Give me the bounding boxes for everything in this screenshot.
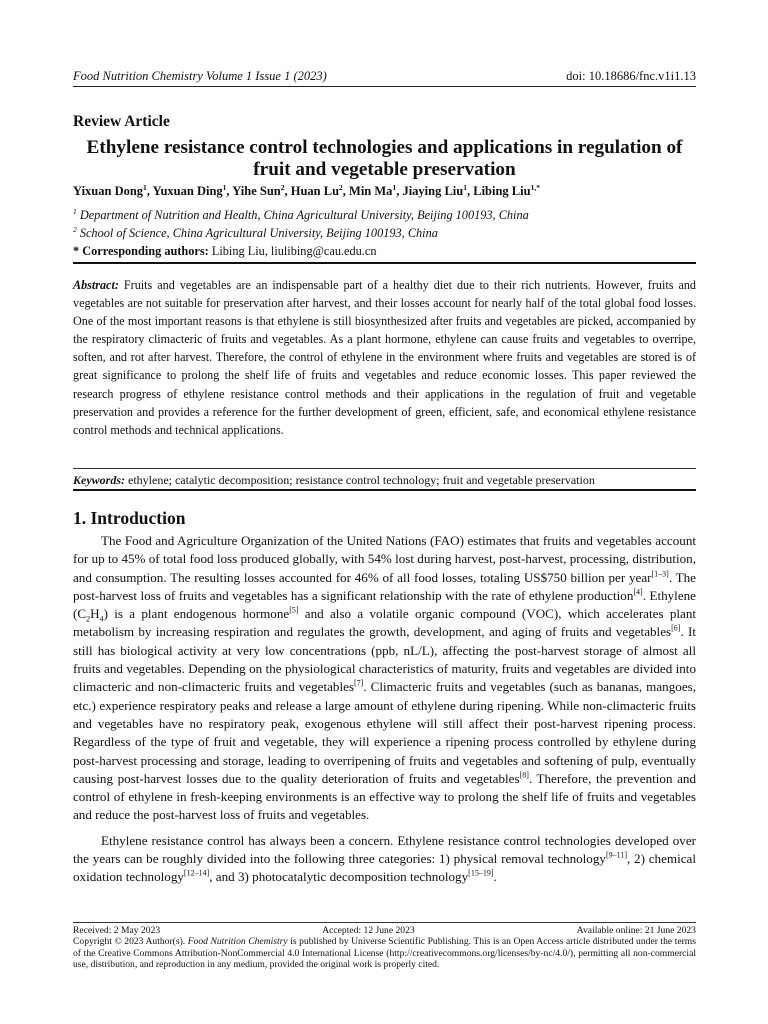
affiliation-number: 2 — [73, 225, 77, 234]
paragraph-1 — [73, 532, 696, 825]
author-name: Yihe Sun — [232, 184, 281, 199]
author-list — [73, 183, 696, 199]
copyright-post: is published by Universe Scientific Publishing. This is an Open Access article distributed under the terms of the Creative Commons Attribution-NonCommercial 4.0 International License (http://creativecommons.org/licenses/by-nc/4.0/), permitting all non-commercial use, distribution, and reproduction in any medium, provided the original work is properly cited. — [73, 936, 697, 971]
affiliation-1 — [73, 207, 529, 223]
author-affiliation-mark: 1 — [463, 183, 467, 192]
affiliation-number: 1 — [73, 207, 77, 216]
text-run: . It still has biological activity at very low concentrations (ppb, nL/L), affecting the post-harvest storage of almost all fruits and vegetables. Depending on the physiological characteristics of maturity, fruits and vegetables are divided into climacteric and non-climacteric fruits and vegetables — [73, 624, 696, 695]
corresponding-author — [73, 244, 377, 259]
paragraph-2 — [73, 832, 696, 887]
text-run: and also a volatile organic compound (VOC), which accelerates plant metabolism by increasing respiration and regulates the growth, development, and aging of fruits and vegetables — [73, 606, 696, 640]
author-separator: , — [146, 184, 153, 199]
footer-dates — [73, 925, 696, 936]
author-affiliation-mark: 2 — [280, 183, 285, 192]
divider — [73, 489, 696, 491]
corresponding-text[interactable]: Libing Liu, liulibing@cau.edu.cn — [208, 244, 377, 258]
citation-ref[interactable]: [8] — [519, 770, 529, 780]
corresponding-label: * Corresponding authors: — [73, 244, 209, 258]
online-date: Available online: 21 June 2023 — [576, 925, 696, 936]
affiliation-text: School of Science, China Agricultural University, Beijing 100193, China — [79, 226, 438, 241]
text-run: ) is a plant endogenous hormone — [103, 606, 290, 622]
accepted-date: Accepted: 12 June 2023 — [322, 925, 415, 936]
author-affiliation-mark: 2 — [339, 183, 343, 192]
footer — [73, 925, 696, 971]
text-run: H — [90, 606, 100, 622]
citation-ref[interactable]: [12–14] — [183, 868, 210, 878]
citation-ref[interactable]: [5] — [289, 605, 299, 615]
keywords-label: Keywords: — [73, 473, 125, 487]
abstract-text: Fruits and vegetables are an indispensable part of a healthy diet due to their rich nutrients. However, fruits and vegetables are not suitable for preservation after harvest, and their losses account for nearly half of the total global food losses. One of the most important reasons is that ethylene is still biosynthesized after fruits and vegetables are picked, accompanied by the respiratory climacteric of fruits and vegetables. As a plant hormone, ethylene can cause fruits and vegetables to overripe, soften, and rot after harvest. Therefore, the control of ethylene in the environment where fruits and vegetables are stored is of great significance to prolong the shelf life of fruits and vegetables and reduce economic losses. This paper reviewed the research progress of ethylene resistance control methods and their applications in the regulation of fruit and vegetable preservation and provides a reference for the further development of green, efficient, safe, and economical ethylene resistance control methods and technical applications. — [73, 278, 696, 437]
subscript: 4 — [99, 614, 104, 624]
doi-link[interactable]: doi: 10.18686/fnc.v1i1.13 — [566, 69, 696, 83]
abstract — [73, 276, 696, 439]
text-run: The Food and Agriculture Organization of the United Nations (FAO) estimates that fruits and vegetables account for up to 45% of total food loss produced globally, with 54% lost during harvest, post-harvest, processing, distribution, and consumption. The resulting losses accounted for 46% of all food losses, totaling US$750 billion per year — [73, 533, 696, 585]
citation-ref[interactable]: [9–11] — [605, 850, 627, 860]
keywords-text: ethylene; catalytic decomposition; resistance control technology; fruit and vegetable preservation — [125, 473, 595, 487]
journal-name: Food Nutrition Chemistry Volume 1 Issue 1 (2023) — [73, 69, 327, 83]
citation-ref[interactable]: [7] — [354, 679, 364, 689]
affiliation-text: Department of Nutrition and Health, China Agricultural University, Beijing 100193, China — [79, 208, 529, 223]
section-body — [73, 532, 696, 887]
author-separator: , — [284, 184, 291, 199]
divider — [73, 468, 696, 469]
author-name: Yuxuan Ding — [152, 184, 223, 199]
received-date: Received: 2 May 2023 — [73, 925, 161, 936]
running-head — [73, 69, 696, 84]
citation-ref[interactable]: [1–3] — [651, 569, 669, 579]
author-separator: , — [466, 184, 474, 199]
citation-ref[interactable]: [15–19] — [468, 868, 494, 878]
author-affiliation-mark: 1 — [143, 183, 147, 192]
keywords — [73, 473, 696, 488]
divider — [73, 262, 696, 264]
author-affiliation-mark: 1,* — [530, 183, 540, 192]
author-name: Yixuan Dong — [73, 184, 144, 199]
text-run: . The post-harvest loss of fruits and vegetables has a significant relationship with the rate of ethylene production — [73, 569, 696, 603]
author-name: Jiaying Liu — [402, 184, 464, 199]
article-type: Review Article — [73, 113, 170, 130]
author-separator: , — [226, 184, 233, 199]
subscript: 2 — [86, 614, 91, 624]
abstract-label: Abstract: — [73, 278, 119, 292]
text-run: Ethylene resistance control has always been a concern. Ethylene resistance control technologies developed over the years can be roughly divided into the following three categories: 1) physical removal technology — [73, 832, 696, 867]
author-affiliation-mark: 1 — [222, 183, 227, 192]
citation-ref[interactable]: [6] — [671, 624, 681, 634]
text-run: . Therefore, the prevention and control of ethylene in fresh-keeping environments is an effective way to prolong the shelf life of fruits and vegetables and reduce the post-harvest loss of fruits and vegetables. — [73, 770, 696, 823]
text-run: . Climacteric fruits and vegetables (such as bananas, mangoes, etc.) experience respiratory peaks and release a large amount of ethylene during ripening. While non-climacteric fruits and vegetables have no respiratory peak, exogenous ethylene will still affect their post-harvest ripening process. Regardless of the type of fruit and vegetable, they will experience a ripening process controlled by ethylene during post-harvest processing and storage, leading to overripening of fruits and vegetables and softening of pulp, eventually causing post-harvest losses due to the quality deterioration of fruits and vegetables — [73, 679, 697, 786]
affiliation-2 — [73, 225, 438, 241]
footer-rule — [73, 922, 696, 923]
author-name: Min Ma — [349, 184, 393, 199]
text-run: . — [493, 869, 497, 885]
author-name: Libing Liu — [473, 184, 531, 199]
paper-title: Ethylene resistance control technologies and applications in regulation of fruit and vegetable preservation — [86, 137, 683, 180]
text-run: , and 3) photocatalytic decomposition technology — [209, 869, 469, 885]
author-name: Huan Lu — [290, 184, 340, 199]
copyright-journal: Food Nutrition Chemistry — [187, 936, 288, 948]
citation-ref[interactable]: [4] — [633, 587, 643, 597]
text-run: , 2) chemical oxidation technology — [73, 851, 696, 885]
section-heading: 1. Introduction — [73, 508, 186, 528]
header-rule — [73, 86, 696, 87]
author-separator: , — [396, 184, 403, 199]
author-separator: , — [342, 184, 350, 199]
copyright-pre: Copyright © 2023 Author(s). — [73, 936, 188, 948]
author-affiliation-mark: 1 — [392, 183, 397, 192]
text-run: . Ethylene (C — [73, 587, 696, 622]
copyright-notice — [73, 936, 696, 970]
